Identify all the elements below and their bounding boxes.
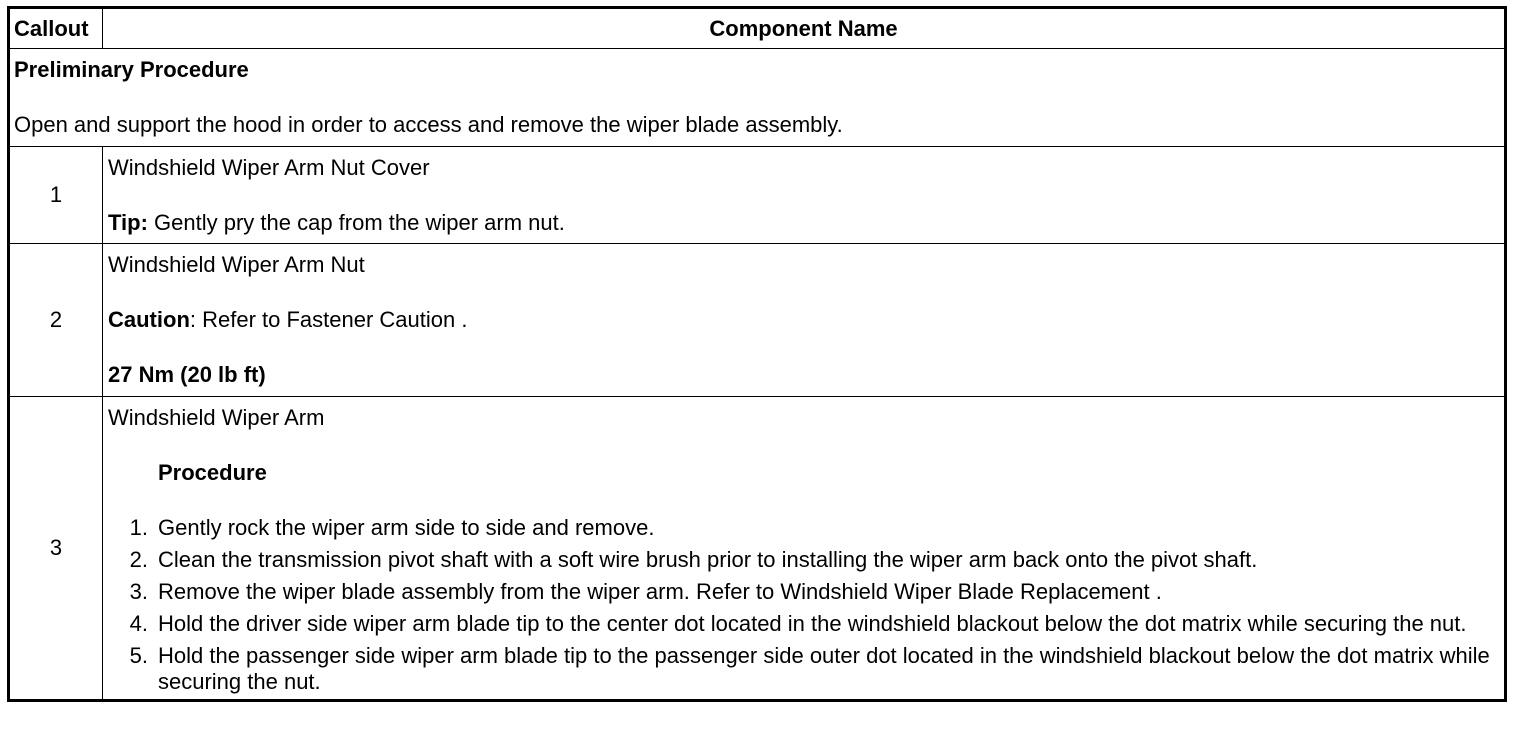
component-cell — [103, 147, 1506, 244]
procedure-table — [7, 6, 1507, 702]
preliminary-title: Preliminary Procedure — [14, 57, 249, 82]
table-row — [9, 397, 1506, 701]
caution-text: : Refer to Fastener Caution . — [189, 307, 468, 332]
callout-header: Callout — [9, 8, 103, 49]
list-item — [108, 579, 1499, 605]
callout-number: 3 — [9, 397, 103, 701]
component-name: Windshield Wiper Arm Nut — [108, 252, 365, 277]
step-text: Gently rock the wiper arm side to side and remove. — [158, 515, 655, 540]
step-number: 2. — [129, 547, 148, 572]
component-name: Windshield Wiper Arm — [108, 405, 325, 430]
procedure-steps — [108, 515, 1499, 695]
callout-number: 1 — [9, 147, 103, 244]
list-item — [108, 611, 1499, 637]
step-text: Hold the passenger side wiper arm blade tip to the passenger side outer dot located in the windshield blackout below the dot matrix while securing the nut. — [158, 643, 1490, 694]
header-row — [9, 8, 1506, 49]
table-row — [9, 147, 1506, 244]
table-row — [9, 244, 1506, 397]
caution-label: Caution — [108, 307, 190, 332]
step-text: Clean the transmission pivot shaft with a soft wire brush prior to installing the wiper arm back onto the pivot shaft. — [158, 547, 1258, 572]
torque-spec: 27 Nm (20 lb ft) — [108, 362, 266, 387]
preliminary-cell — [9, 49, 1506, 147]
component-name-header: Component Name — [103, 8, 1506, 49]
list-item — [108, 547, 1499, 573]
step-number: 4. — [129, 611, 148, 636]
component-name: Windshield Wiper Arm Nut Cover — [108, 155, 430, 180]
list-item — [108, 515, 1499, 541]
list-item — [108, 643, 1499, 695]
tip-label: Tip: — [108, 210, 148, 235]
caution-note — [108, 307, 1499, 333]
component-cell — [103, 397, 1506, 701]
tip-text: Gently pry the cap from the wiper arm nut. — [147, 210, 565, 235]
step-number: 3. — [129, 579, 148, 604]
preliminary-text: Open and support the hood in order to access and remove the wiper blade assembly. — [14, 112, 843, 137]
procedure-title: Procedure — [158, 460, 267, 485]
component-cell — [103, 244, 1506, 397]
callout-number: 2 — [9, 244, 103, 397]
step-number: 1. — [129, 515, 148, 540]
preliminary-row — [9, 49, 1506, 147]
step-text: Hold the driver side wiper arm blade tip to the center dot located in the windshield blackout below the dot matrix while securing the nut. — [158, 611, 1467, 636]
step-number: 5. — [129, 643, 148, 668]
procedure-block — [108, 460, 1499, 486]
tip-note — [108, 210, 1499, 236]
step-text: Remove the wiper blade assembly from the wiper arm. Refer to Windshield Wiper Blade Replacement . — [158, 579, 1162, 604]
